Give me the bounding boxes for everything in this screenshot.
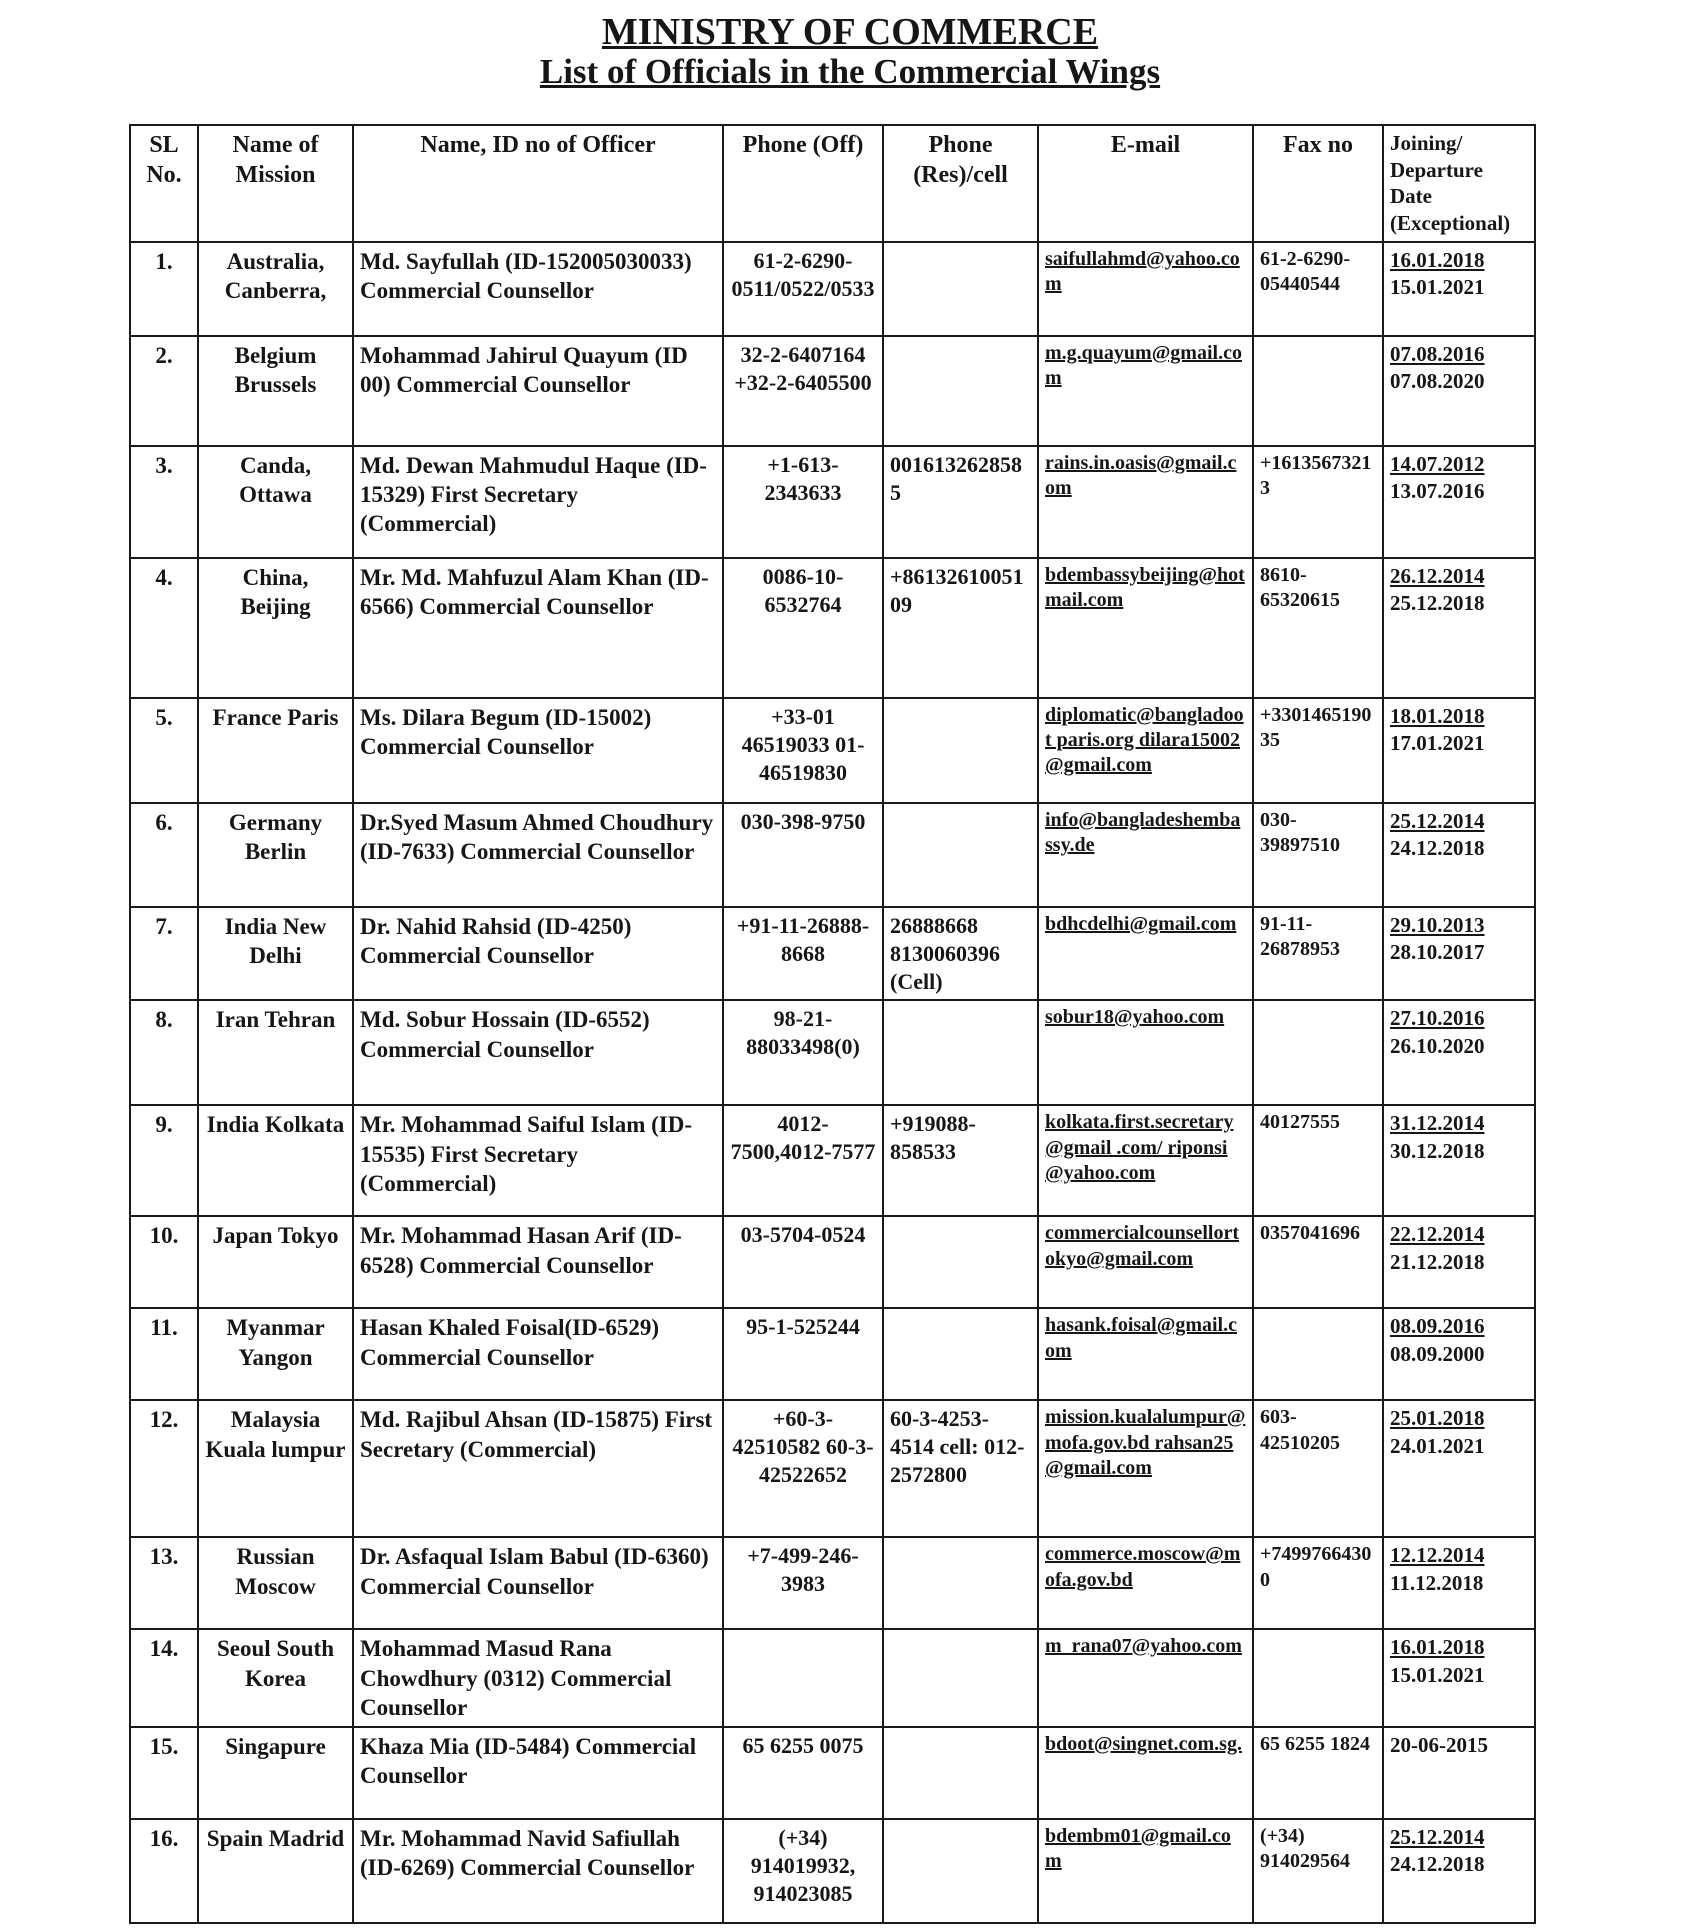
date-cell	[1383, 1629, 1535, 1727]
phone-res-cell	[883, 1819, 1038, 1923]
officer-cell: Md. Sayfullah (ID-152005030033) Commercial Counsellor	[353, 242, 723, 336]
mission-cell: China, Beijing	[198, 558, 353, 698]
mission-cell: India Kolkata	[198, 1105, 353, 1216]
phone-res-cell	[883, 336, 1038, 446]
departure-date: 21.12.2018	[1390, 1249, 1485, 1274]
sl-cell: 15.	[130, 1727, 198, 1819]
phone-res-cell	[883, 1216, 1038, 1308]
phone-off-cell: +60-3-42510582 60-3-42522652	[723, 1400, 883, 1537]
email-cell[interactable]: bdhcdelhi@gmail.com	[1038, 907, 1253, 1001]
sl-cell: 5.	[130, 698, 198, 803]
table-row	[130, 1819, 1535, 1923]
departure-date: 15.01.2021	[1390, 274, 1485, 299]
email-cell[interactable]: kolkata.first.secretary@gmail .com/ riponsi@yahoo.com	[1038, 1105, 1253, 1216]
date-cell	[1383, 336, 1535, 446]
officer-cell: Mr. Mohammad Navid Safiullah (ID-6269) Commercial Counsellor	[353, 1819, 723, 1923]
fax-cell: 8610-65320615	[1253, 558, 1383, 698]
departure-date: 15.01.2021	[1390, 1662, 1485, 1687]
date-cell	[1383, 1400, 1535, 1537]
phone-off-cell: 95-1-525244	[723, 1308, 883, 1400]
date-cell	[1383, 1727, 1535, 1819]
phone-res-cell	[883, 1629, 1038, 1727]
joining-date: 31.12.2014	[1390, 1111, 1485, 1136]
mission-cell: Seoul South Korea	[198, 1629, 353, 1727]
officer-cell: Ms. Dilara Begum (ID-15002) Commercial Counsellor	[353, 698, 723, 803]
date-cell	[1383, 1819, 1535, 1923]
sl-cell: 7.	[130, 907, 198, 1001]
table-row	[130, 1629, 1535, 1727]
col-header-fax: Fax no	[1253, 125, 1383, 242]
fax-cell: 40127555	[1253, 1105, 1383, 1216]
email-cell[interactable]: commerce.moscow@mofa.gov.bd	[1038, 1537, 1253, 1629]
col-header-mission: Name of Mission	[198, 125, 353, 242]
email-cell[interactable]: mission.kualalumpur@mofa.gov.bd rahsan25@gmail.com	[1038, 1400, 1253, 1537]
phone-res-cell: +8613261005109	[883, 558, 1038, 698]
phone-res-cell	[883, 242, 1038, 336]
fax-cell	[1253, 1000, 1383, 1105]
date-cell	[1383, 1308, 1535, 1400]
col-header-phone-res: Phone (Res)/cell	[883, 125, 1038, 242]
phone-off-cell: +91-11-26888-8668	[723, 907, 883, 1001]
phone-off-cell: 98-21-88033498(0)	[723, 1000, 883, 1105]
table-row	[130, 907, 1535, 1001]
phone-res-cell: +919088-858533	[883, 1105, 1038, 1216]
date-cell	[1383, 242, 1535, 336]
fax-cell: 603-42510205	[1253, 1400, 1383, 1537]
phone-off-cell: +7-499-246-3983	[723, 1537, 883, 1629]
phone-res-cell	[883, 1308, 1038, 1400]
fax-cell: 030-39897510	[1253, 803, 1383, 907]
email-cell[interactable]: sobur18@yahoo.com	[1038, 1000, 1253, 1105]
officer-cell: Mr. Mohammad Saiful Islam (ID-15535) First Secretary (Commercial)	[353, 1105, 723, 1216]
header-row	[130, 125, 1535, 242]
phone-res-cell	[883, 1000, 1038, 1105]
col-header-officer: Name, ID no of Officer	[353, 125, 723, 242]
fax-cell: +74997664300	[1253, 1537, 1383, 1629]
officer-cell: Mohammad Jahirul Quayum (ID 00) Commercial Counsellor	[353, 336, 723, 446]
officer-cell: Dr.Syed Masum Ahmed Choudhury (ID-7633) Commercial Counsellor	[353, 803, 723, 907]
phone-off-cell	[723, 1629, 883, 1727]
table-row	[130, 1727, 1535, 1819]
officer-cell: Khaza Mia (ID-5484) Commercial Counsellor	[353, 1727, 723, 1819]
officer-cell: Mohammad Masud Rana Chowdhury (0312) Commercial Counsellor	[353, 1629, 723, 1727]
mission-cell: Iran Tehran	[198, 1000, 353, 1105]
phone-off-cell: +1-613-2343633	[723, 446, 883, 558]
joining-date: 12.12.2014	[1390, 1543, 1485, 1568]
sl-cell: 12.	[130, 1400, 198, 1537]
mission-cell: Myanmar Yangon	[198, 1308, 353, 1400]
joining-date: 07.08.2016	[1390, 341, 1485, 366]
joining-date: 29.10.2013	[1390, 912, 1485, 937]
mission-cell: Singapure	[198, 1727, 353, 1819]
departure-date: 24.12.2018	[1390, 835, 1485, 860]
email-cell[interactable]: info@bangladeshembassy.de	[1038, 803, 1253, 907]
fax-cell: (+34) 914029564	[1253, 1819, 1383, 1923]
sl-cell: 9.	[130, 1105, 198, 1216]
table-row	[130, 803, 1535, 907]
joining-date: 26.12.2014	[1390, 563, 1485, 588]
mission-cell: Germany Berlin	[198, 803, 353, 907]
sl-cell: 16.	[130, 1819, 198, 1923]
date-cell	[1383, 907, 1535, 1001]
table-row	[130, 558, 1535, 698]
email-cell[interactable]: saifullahmd@yahoo.com	[1038, 242, 1253, 336]
email-cell[interactable]: m_rana07@yahoo.com	[1038, 1629, 1253, 1727]
table-row	[130, 446, 1535, 558]
departure-date: 17.01.2021	[1390, 730, 1485, 755]
sl-cell: 11.	[130, 1308, 198, 1400]
departure-date: 07.08.2020	[1390, 368, 1485, 393]
departure-date: 24.01.2021	[1390, 1433, 1485, 1458]
joining-date: 18.01.2018	[1390, 703, 1485, 728]
phone-off-cell: 030-398-9750	[723, 803, 883, 907]
departure-date: 30.12.2018	[1390, 1138, 1485, 1163]
mission-cell: France Paris	[198, 698, 353, 803]
joining-date: 25.01.2018	[1390, 1406, 1485, 1431]
officials-table	[129, 124, 1536, 1924]
joining-date: 14.07.2012	[1390, 451, 1485, 476]
email-cell[interactable]: rains.in.oasis@gmail.com	[1038, 446, 1253, 558]
phone-off-cell: 65 6255 0075	[723, 1727, 883, 1819]
sl-cell: 2.	[130, 336, 198, 446]
fax-cell: 0357041696	[1253, 1216, 1383, 1308]
phone-res-cell: 60-3-4253-4514 cell: 012-2572800	[883, 1400, 1038, 1537]
phone-res-cell: 26888668 8130060396 (Cell)	[883, 907, 1038, 1001]
email-cell[interactable]: m.g.quayum@gmail.com	[1038, 336, 1253, 446]
phone-res-cell	[883, 698, 1038, 803]
date-cell	[1383, 1537, 1535, 1629]
officer-cell: Hasan Khaled Foisal(ID-6529) Commercial Counsellor	[353, 1308, 723, 1400]
date-cell	[1383, 1000, 1535, 1105]
date-cell	[1383, 698, 1535, 803]
fax-cell	[1253, 336, 1383, 446]
table-row	[130, 1308, 1535, 1400]
table-row	[130, 1537, 1535, 1629]
sl-cell: 3.	[130, 446, 198, 558]
sl-cell: 8.	[130, 1000, 198, 1105]
table-row	[130, 1105, 1535, 1216]
departure-date: 24.12.2018	[1390, 1852, 1485, 1877]
mission-cell: India New Delhi	[198, 907, 353, 1001]
mission-cell: Malaysia Kuala lumpur	[198, 1400, 353, 1537]
date-cell	[1383, 558, 1535, 698]
officer-cell: Md. Rajibul Ahsan (ID-15875) First Secretary (Commercial)	[353, 1400, 723, 1537]
officer-cell: Mr. Md. Mahfuzul Alam Khan (ID-6566) Commercial Counsellor	[353, 558, 723, 698]
officer-cell: Md. Sobur Hossain (ID-6552) Commercial Counsellor	[353, 1000, 723, 1105]
mission-cell: Australia, Canberra,	[198, 242, 353, 336]
phone-res-cell	[883, 1537, 1038, 1629]
sl-cell: 13.	[130, 1537, 198, 1629]
phone-res-cell: 0016132628585	[883, 446, 1038, 558]
phone-off-cell: (+34) 914019932, 914023085	[723, 1819, 883, 1923]
joining-date: 16.01.2018	[1390, 247, 1485, 272]
fax-cell: 65 6255 1824	[1253, 1727, 1383, 1819]
email-cell[interactable]: hasank.foisal@gmail.com	[1038, 1308, 1253, 1400]
col-header-phone-off: Phone (Off)	[723, 125, 883, 242]
phone-off-cell: 03-5704-0524	[723, 1216, 883, 1308]
table-row	[130, 1400, 1535, 1537]
mission-cell: Canda, Ottawa	[198, 446, 353, 558]
email-cell[interactable]: bdembm01@gmail.com	[1038, 1819, 1253, 1923]
mission-cell: Spain Madrid	[198, 1819, 353, 1923]
officer-cell: Dr. Asfaqual Islam Babul (ID-6360) Commercial Counsellor	[353, 1537, 723, 1629]
joining-date: 08.09.2016	[1390, 1314, 1485, 1339]
document-title: MINISTRY OF COMMERCE	[601, 11, 1099, 53]
sl-cell: 6.	[130, 803, 198, 907]
joining-date: 22.12.2014	[1390, 1222, 1485, 1247]
officer-cell: Dr. Nahid Rahsid (ID-4250) Commercial Counsellor	[353, 907, 723, 1001]
officer-cell: Mr. Mohammad Hasan Arif (ID-6528) Commercial Counsellor	[353, 1216, 723, 1308]
mission-cell: Belgium Brussels	[198, 336, 353, 446]
sl-cell: 1.	[130, 242, 198, 336]
phone-off-cell: 4012-7500,4012-7577	[723, 1105, 883, 1216]
date-cell	[1383, 1105, 1535, 1216]
sl-cell: 10.	[130, 1216, 198, 1308]
table-row	[130, 1000, 1535, 1105]
joining-date: 25.12.2014	[1390, 1825, 1485, 1850]
departure-date: 25.12.2018	[1390, 590, 1485, 615]
mission-cell: Japan Tokyo	[198, 1216, 353, 1308]
table-row	[130, 698, 1535, 803]
col-header-email: E-mail	[1038, 125, 1253, 242]
email-cell[interactable]: diplomatic@bangladoot paris.org dilara15002@gmail.com	[1038, 698, 1253, 803]
phone-off-cell: 32-2-6407164 +32-2-6405500	[723, 336, 883, 446]
col-header-sl: SL No.	[130, 125, 198, 242]
document-subtitle: List of Officials in the Commercial Wings	[539, 52, 1161, 91]
fax-cell: +330146519035	[1253, 698, 1383, 803]
joining-date: 16.01.2018	[1390, 1635, 1485, 1660]
joining-date: 25.12.2014	[1390, 808, 1485, 833]
phone-res-cell	[883, 1727, 1038, 1819]
departure-date: 13.07.2016	[1390, 478, 1485, 503]
departure-date: 26.10.2020	[1390, 1033, 1485, 1058]
fax-cell	[1253, 1629, 1383, 1727]
phone-off-cell: 61-2-6290-0511/0522/0533	[723, 242, 883, 336]
table-row	[130, 1216, 1535, 1308]
fax-cell: 61-2-6290-05440544	[1253, 242, 1383, 336]
departure-date: 20-06-2015	[1390, 1733, 1488, 1758]
email-cell[interactable]: bdembassybeijing@hotmail.com	[1038, 558, 1253, 698]
phone-off-cell: +33-01 46519033 01-46519830	[723, 698, 883, 803]
fax-cell: +16135673213	[1253, 446, 1383, 558]
date-cell	[1383, 803, 1535, 907]
table-row	[130, 336, 1535, 446]
email-cell[interactable]: bdoot@singnet.com.sg.	[1038, 1727, 1253, 1819]
email-cell[interactable]: commercialcounsellortokyo@gmail.com	[1038, 1216, 1253, 1308]
table-row	[130, 242, 1535, 336]
sl-cell: 4.	[130, 558, 198, 698]
mission-cell: Russian Moscow	[198, 1537, 353, 1629]
officer-cell: Md. Dewan Mahmudul Haque (ID-15329) First Secretary (Commercial)	[353, 446, 723, 558]
departure-date: 28.10.2017	[1390, 939, 1485, 964]
sl-cell: 14.	[130, 1629, 198, 1727]
fax-cell	[1253, 1308, 1383, 1400]
phone-off-cell: 0086-10-6532764	[723, 558, 883, 698]
departure-date: 11.12.2018	[1390, 1570, 1484, 1595]
phone-res-cell	[883, 803, 1038, 907]
col-header-date: Joining/ Departure Date (Exceptional)	[1383, 125, 1535, 242]
date-cell	[1383, 446, 1535, 558]
joining-date: 27.10.2016	[1390, 1006, 1485, 1031]
date-cell	[1383, 1216, 1535, 1308]
departure-date: 08.09.2000	[1390, 1341, 1485, 1366]
fax-cell: 91-11-26878953	[1253, 907, 1383, 1001]
